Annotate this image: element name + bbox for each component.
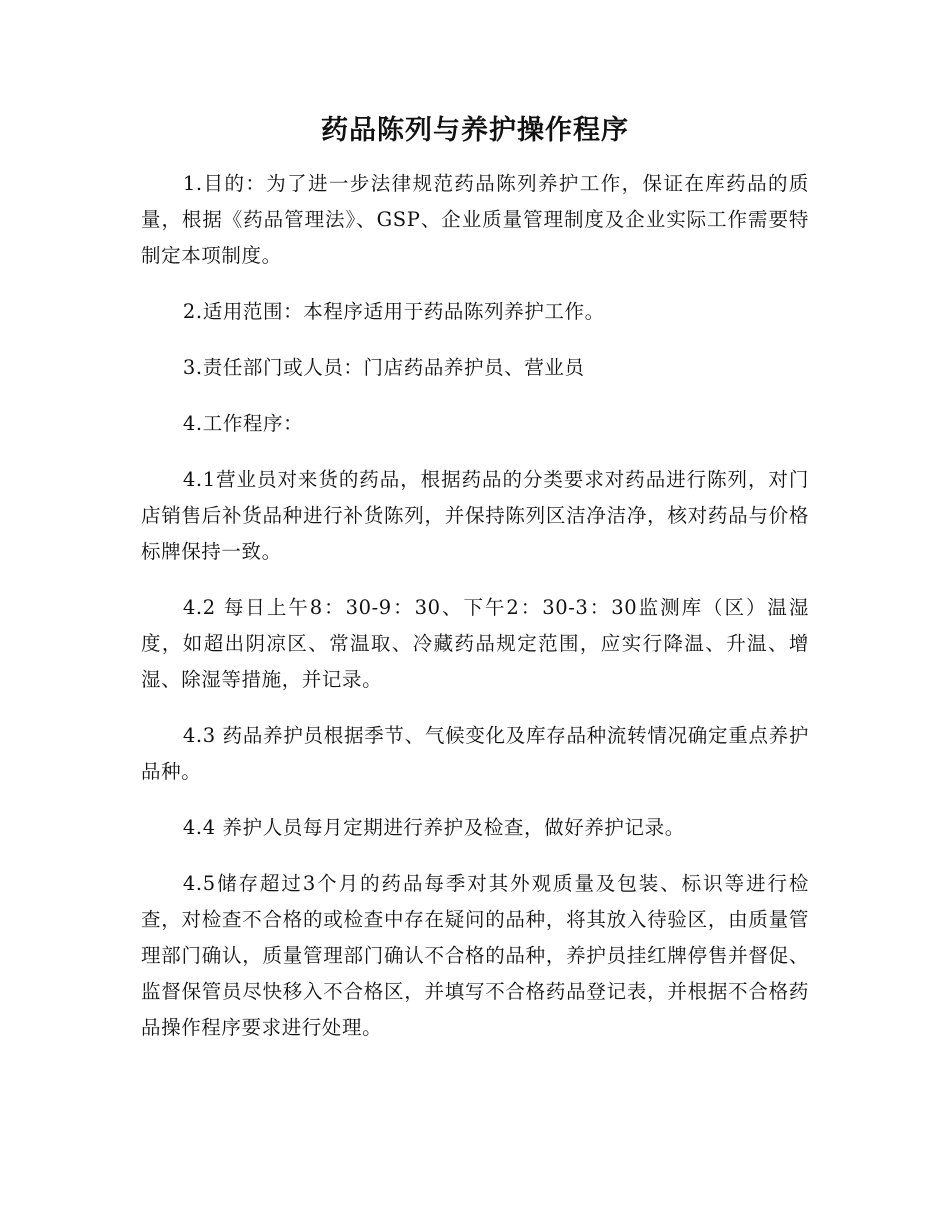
document-title: 药品陈列与养护操作程序 [321, 115, 629, 146]
paragraph-scope: 2.适用范围：本程序适用于药品陈列养护工作。 [182, 300, 605, 323]
paragraph-step-4-1: 4.1营业员对来货的药品，根据药品的分类要求对药品进行陈列，对门店销售后补货品种进行补货陈列，并保持陈列区洁净洁净，核对药品与价格标牌保持一致。 [141, 468, 809, 563]
paragraph-procedure-heading: 4.工作程序： [182, 412, 304, 435]
paragraph-step-4-2: 4.2 每日上午8：30-9：30、下午2：30-3：30监测库（区）温湿度，如超出阴凉区、常温取、冷藏药品规定范围，应实行降温、升温、增湿、除湿等措施，并记录。 [141, 596, 809, 691]
paragraph-step-4-5: 4.5储存超过3个月的药品每季对其外观质量及包装、标识等进行检查，对检查不合格的或检查中存在疑问的品种，将其放入待验区，由质量管理部门确认，质量管理部门确认不合格的品种，养护员挂红牌停售并督促、监督保管员尽快移入不合格区，并填写不合格药品登记表，并根据不合格药品操作程序要求进行处理。 [141, 872, 809, 1039]
paragraph-step-4-3: 4.3 药品养护员根据季节、气候变化及库存品种流转情况确定重点养护品种。 [141, 724, 809, 783]
paragraph-step-4-4: 4.4 养护人员每月定期进行养护及检查，做好养护记录。 [182, 816, 685, 839]
document-body [141, 166, 809, 1066]
paragraph-responsibility: 3.责任部门或人员：门店药品养护员、营业员 [182, 356, 585, 379]
paragraph-purpose: 1.目的：为了进一步法律规范药品陈列养护工作，保证在库药品的质量，根据《药品管理法》、GSP、企业质量管理制度及企业实际工作需要特制定本项制度。 [141, 172, 809, 267]
